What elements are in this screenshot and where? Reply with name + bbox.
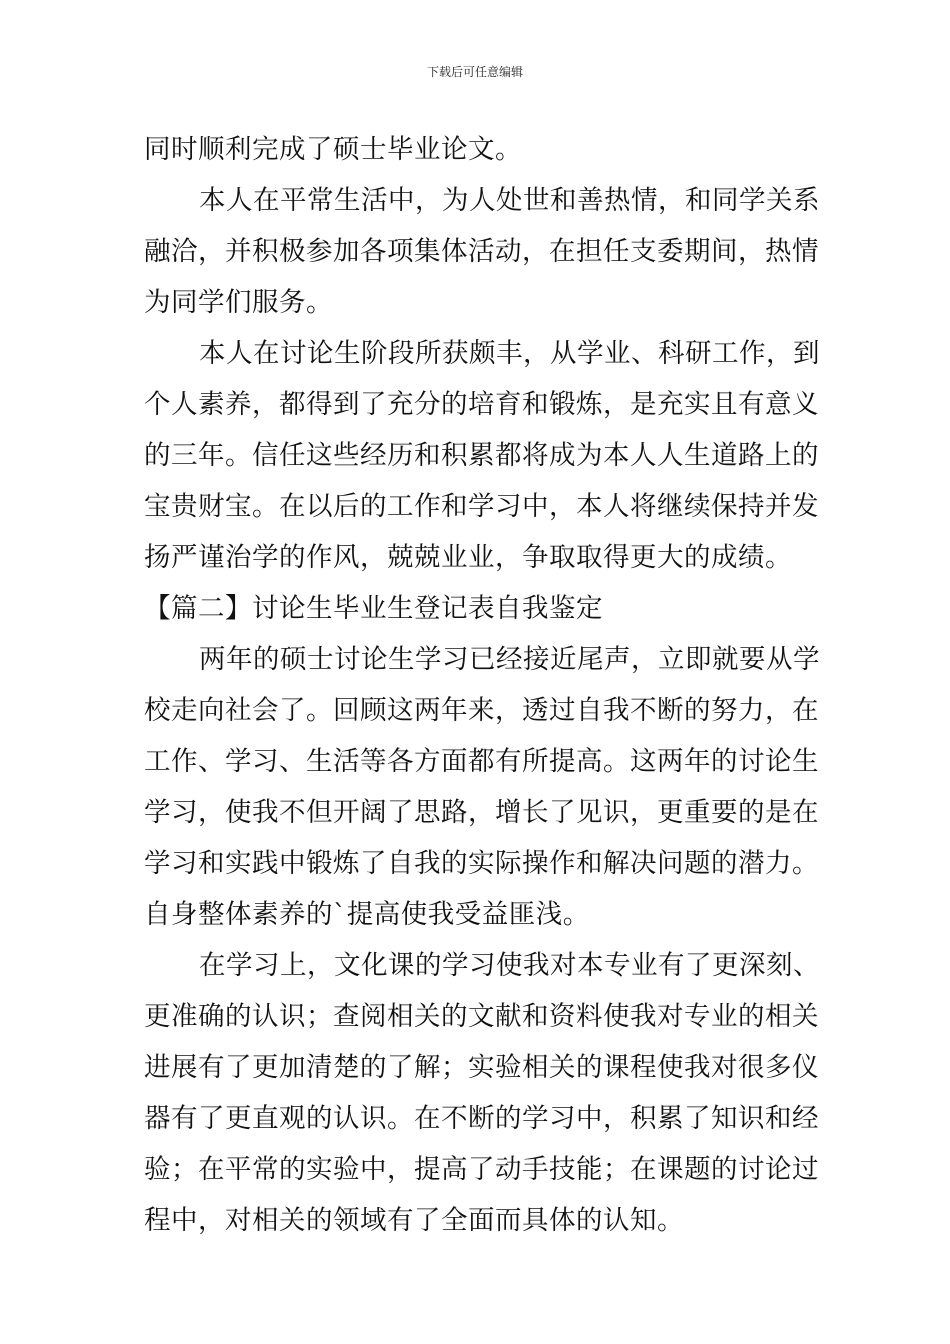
paragraph-start-line: 在学习上，文化课的学习使我对本专业有了更深刻、 [199, 950, 820, 981]
text-line: 验；在平常的实验中，提高了动手技能；在课题的讨论过 [144, 1154, 819, 1185]
paragraph-start-line: 本人在平常生活中，为人处世和善热情，和同学关系 [199, 185, 820, 216]
text-line: 器有了更直观的认识。在不断的学习中，积累了知识和经 [144, 1103, 819, 1134]
text-line: 校走向社会了。回顾这两年来，透过自我不断的努力，在 [144, 695, 819, 726]
page-header: 下载后可任意编辑 [426, 65, 523, 79]
text-line: 扬严谨治学的作风，兢兢业业，争取取得更大的成绩。 [144, 542, 792, 573]
text-line: 更准确的认识；查阅相关的文献和资料使我对专业的相关 [144, 1001, 819, 1032]
text-line: 为同学们服务。 [144, 287, 333, 318]
text-line: 学习，使我不但开阔了思路，增长了见识，更重要的是在 [144, 797, 819, 828]
text-line: 融洽，并积极参加各项集体活动，在担任支委期间，热情 [144, 236, 819, 267]
text-line: 宝贵财宝。在以后的工作和学习中，本人将继续保持并发 [144, 491, 819, 522]
document-body [144, 124, 820, 1246]
text-line: 程中，对相关的领域有了全面而具体的认知。 [144, 1205, 684, 1236]
paragraph-start-line: 本人在讨论生阶段所获颇丰，从学业、科研工作，到 [199, 338, 820, 369]
paragraph-start-line: 两年的硕士讨论生学习已经接近尾声，立即就要从学 [199, 644, 820, 675]
text-line: 个人素养，都得到了充分的培育和锻炼，是充实且有意义 [144, 389, 819, 420]
text-line: 自身整体素养的`提高使我受益匪浅。 [144, 899, 590, 930]
text-line: 工作、学习、生活等各方面都有所提高。这两年的讨论生 [144, 746, 819, 777]
section-heading: 【篇二】讨论生毕业生登记表自我鉴定 [144, 593, 603, 624]
text-line: 的三年。信任这些经历和积累都将成为本人人生道路上的 [144, 440, 819, 471]
text-line: 学习和实践中锻炼了自我的实际操作和解决问题的潜力。 [144, 848, 819, 879]
text-line: 进展有了更加清楚的了解；实验相关的课程使我对很多仪 [144, 1052, 819, 1083]
text-line: 同时顺利完成了硕士毕业论文。 [144, 134, 522, 165]
